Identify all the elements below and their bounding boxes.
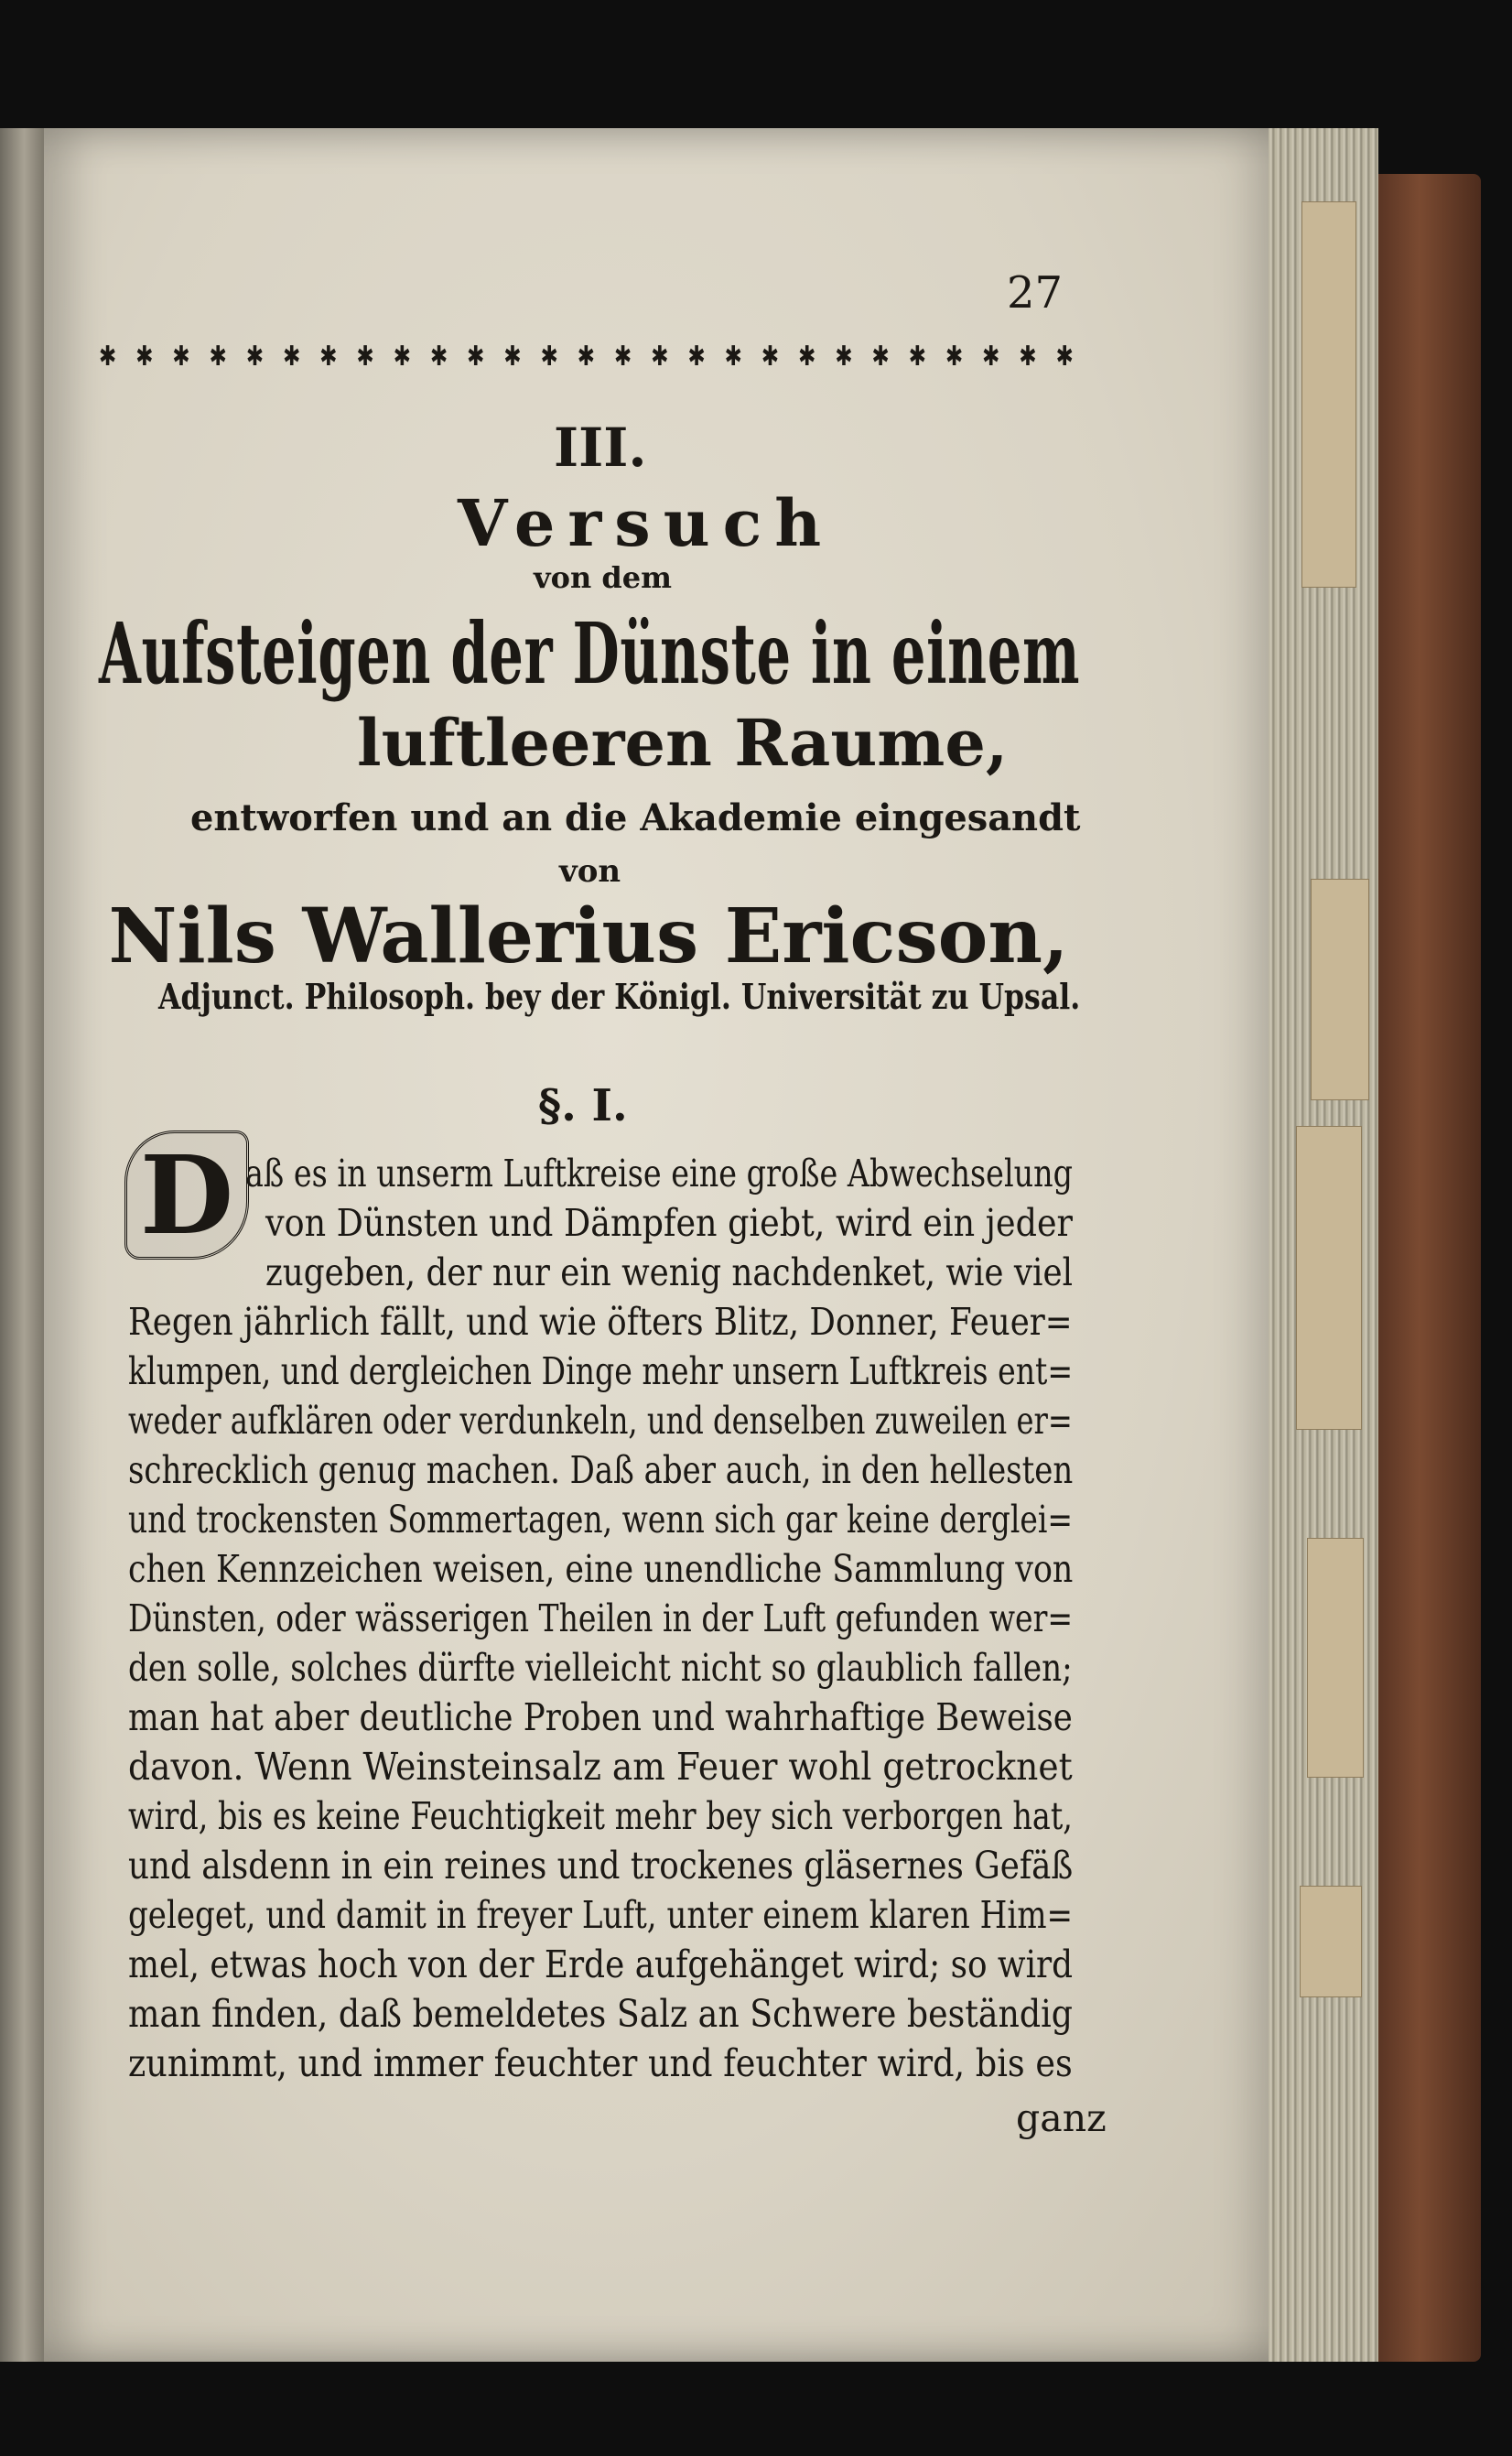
text-line: Dünsten, oder wässerigen Theilen in der Luft gefunden wer=	[128, 1596, 1074, 1640]
text-line: wird, bis es keine Feuchtigkeit mehr bey sich verborgen hat,	[128, 1794, 1073, 1838]
catchword: ganz	[1016, 2096, 1107, 2140]
headline: Aufsteigen der Dünste in einem	[99, 604, 1081, 703]
author-name: Nils Wallerius Ericson,	[108, 893, 1069, 980]
section-paragraph-mark: §. I.	[538, 1080, 628, 1131]
text-line: davon. Wenn Weinsteinsalz am Feuer wohl getrocknet	[128, 1745, 1073, 1789]
text-line: geleget, und damit in freyer Luft, unter einem klaren Him=	[128, 1893, 1074, 1937]
page-number: 27	[1007, 267, 1064, 319]
text-line: chen Kennzeichen weisen, eine unendliche Sammlung von	[128, 1547, 1074, 1591]
text-line: von Dünsten und Dämpfen giebt, wird ein jeder	[265, 1201, 1073, 1245]
text-line: aß es in unserm Luftkreise eine große Abwechselung	[245, 1152, 1074, 1196]
text-line: den solle, solches dürfte vielleicht nicht so glaublich fallen;	[128, 1646, 1073, 1690]
text-line: schrecklich genug machen. Daß aber auch, in den hellesten	[128, 1448, 1074, 1492]
text-line: weder aufklären oder verdunkeln, und denselben zuweilen er=	[128, 1399, 1073, 1443]
submitted-line: entworfen und an die Akademie eingesandt	[190, 796, 1081, 839]
text-line: man hat aber deutliche Proben und wahrhaftige Beweise	[128, 1695, 1073, 1739]
subheadline: luftleeren Raume,	[357, 705, 1009, 781]
title-word: Versuch	[458, 485, 835, 561]
text-line: zunimmt, und immer feuchter und feuchter wird, bis es	[128, 2041, 1073, 2085]
section-numeral: III.	[554, 417, 647, 479]
drop-cap: D	[124, 1131, 249, 1260]
text-line: mel, etwas hoch von der Erde aufgehänget wird; so wird	[128, 1942, 1074, 1986]
text-line: und trockensten Sommertagen, wenn sich gar keine derglei=	[128, 1498, 1074, 1542]
author-affiliation: Adjunct. Philosoph. bey der Königl. Universität zu Upsal.	[158, 976, 1081, 1017]
text-line: klumpen, und dergleichen Dinge mehr unsern Luftkreis ent=	[128, 1349, 1074, 1393]
by-line: von	[559, 853, 621, 890]
text-line: Regen jährlich fällt, und wie öfters Blitz, Donner, Feuer=	[128, 1300, 1073, 1344]
text-line: und alsdenn in ein reines und trockenes gläsernes Gefäß	[128, 1844, 1074, 1888]
text-line: zugeben, der nur ein wenig nachdenket, wie viel	[265, 1250, 1074, 1294]
ornament-rule: ✱ ✱ ✱ ✱ ✱ ✱ ✱ ✱ ✱ ✱ ✱ ✱ ✱ ✱ ✱ ✱ ✱ ✱ ✱ ✱ ✱ ✱ ✱ ✱ ✱ ✱ ✱	[99, 341, 1080, 373]
title-connector: von dem	[534, 560, 672, 595]
text-line: man finden, daß bemeldetes Salz an Schwere beständig	[128, 1992, 1073, 2036]
